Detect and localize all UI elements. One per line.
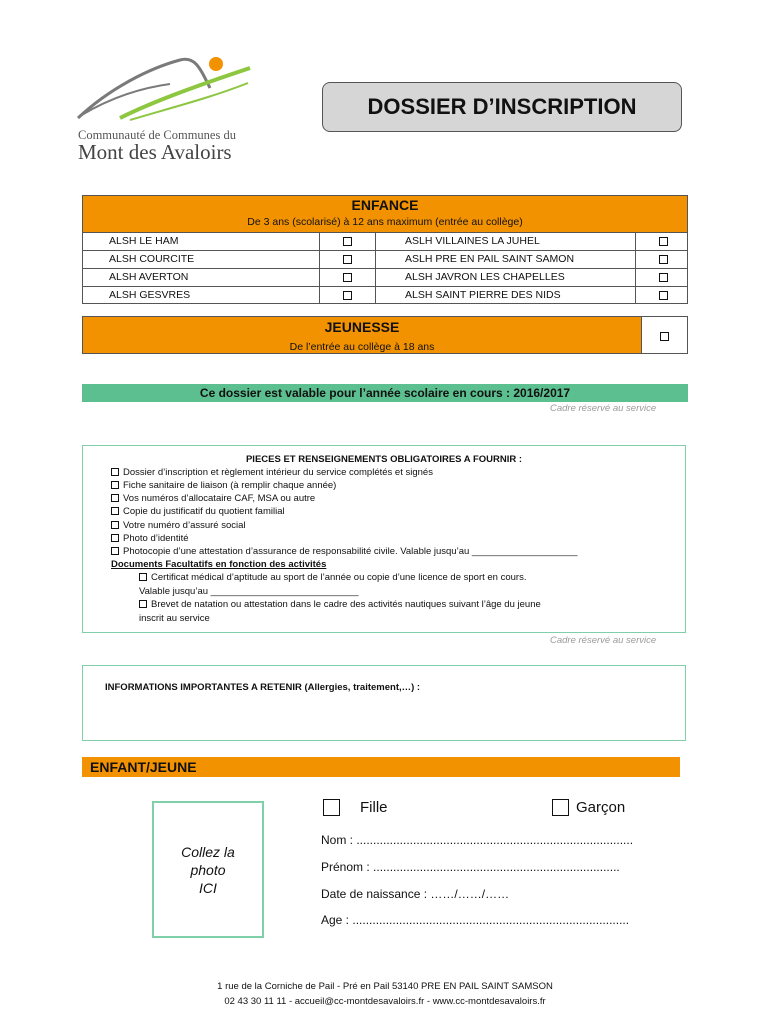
list-item: Votre numéro d’assuré social [111,520,246,532]
checkbox[interactable] [111,468,119,476]
footer-address: 1 rue de la Corniche de Pail - Pré en Pail 53140 PRE EN PAIL SAINT SAMSON [217,981,553,992]
checkbox-fille[interactable] [323,799,340,816]
checkbox[interactable] [111,494,119,502]
site-label: ALSH LE HAM [109,235,179,247]
fille-label: Fille [360,799,388,816]
checkbox-alsh-javron[interactable] [659,273,668,282]
list-item: Photocopie d’une attestation d’assurance de responsabilité civile. Valable jusqu’au ____________________ [111,546,578,558]
site-label: ASLH VILLAINES LA JUHEL [405,235,540,247]
date-naissance-field[interactable]: Date de naissance : ……/……/…… [321,887,510,901]
document-title: DOSSIER D’INSCRIPTION [322,82,682,132]
photo-text: Collez la [181,843,235,860]
checkbox[interactable] [139,573,147,581]
logo-text-line2: Mont des Avaloirs [78,140,232,164]
nom-field[interactable]: Nom : ................................................................................... [321,833,634,847]
info-label: INFORMATIONS IMPORTANTES A RETENIR (Allergies, traitement,…) : [105,682,421,693]
pieces-title: PIECES ET RENSEIGNEMENTS OBLIGATOIRES A FOURNIR : [245,454,523,465]
logo-text-line1: Communauté de Communes du [78,128,236,142]
list-item: Dossier d’inscription et règlement intérieur du service complétés et signés [111,467,433,479]
prenom-field[interactable]: Prénom : .......................................................................... [321,860,620,874]
pieces-box [82,445,686,633]
age-field[interactable]: Age : ................................................................................... [321,913,630,927]
enfance-header [82,195,688,233]
footer-contact: 02 43 30 11 11 - accueil@cc-montdesavaloirs.fr - www.cc-montdesavaloirs.fr [224,996,546,1007]
checkbox-alsh-courcite[interactable] [343,255,352,264]
cadre-note: Cadre réservé au service [550,403,657,414]
jeunesse-checkbox-cell [641,316,688,354]
checkbox-alsh-le-ham[interactable] [343,237,352,246]
cadre-note: Cadre réservé au service [550,635,657,646]
facultatif-title: Documents Facultatifs en fonction des activités [111,559,327,570]
garcon-label: Garçon [576,799,626,816]
checkbox-jeunesse[interactable] [660,332,669,341]
site-label: ALSH GESVRES [109,289,191,301]
checkbox[interactable] [111,481,119,489]
list-item-continued: Valable jusqu’au ____________________________ [139,586,359,597]
enfant-section-title: ENFANT/JEUNE [82,757,680,777]
list-item: Brevet de natation ou attestation dans le cadre des activités nautiques suivant l’âge du jeune [139,599,541,611]
site-label: ALSH AVERTON [109,271,189,283]
site-label: ALSH COURCITE [109,253,195,265]
list-item: Photo d’identité [111,533,189,545]
enfance-title: ENFANCE [351,197,419,213]
site-label: ASLH PRE EN PAIL SAINT SAMON [405,253,575,265]
list-item: Certificat médical d’aptitude au sport de l’année ou copie d’une licence de sport en cours. [139,572,526,584]
checkbox[interactable] [139,600,147,608]
photo-text: photo [190,861,226,878]
photo-text: ICI [199,879,217,896]
checkbox[interactable] [111,534,119,542]
checkbox-aslh-pre-en-pail[interactable] [659,255,668,264]
checkbox[interactable] [111,507,119,515]
checkbox[interactable] [111,547,119,555]
checkbox-alsh-averton[interactable] [343,273,352,282]
list-item: Fiche sanitaire de liaison (à remplir chaque année) [111,480,336,492]
jeunesse-title: JEUNESSE [324,319,400,335]
info-box[interactable] [82,665,686,741]
checkbox-garcon[interactable] [552,799,569,816]
enfance-table [82,232,688,304]
jeunesse-header [82,316,642,354]
list-item: Copie du justificatif du quotient familial [111,506,285,518]
site-label: ALSH JAVRON LES CHAPELLES [405,271,565,283]
checkbox[interactable] [111,521,119,529]
jeunesse-subtitle: De l’entrée au collège à 18 ans [289,341,435,353]
validity-banner: Ce dossier est valable pour l’année scolaire en cours : 2016/2017 [82,384,688,402]
list-item: Vos numéros d’allocataire CAF, MSA ou autre [111,493,315,505]
list-item-continued: inscrit au service [139,613,210,624]
checkbox-alsh-saint-pierre[interactable] [659,291,668,300]
checkbox-alsh-gesvres[interactable] [343,291,352,300]
enfance-subtitle: De 3 ans (scolarisé) à 12 ans maximum (entrée au collège) [247,216,523,228]
checkbox-aslh-villaines[interactable] [659,237,668,246]
photo-box [152,801,264,938]
site-label: ALSH SAINT PIERRE DES NIDS [405,289,561,301]
